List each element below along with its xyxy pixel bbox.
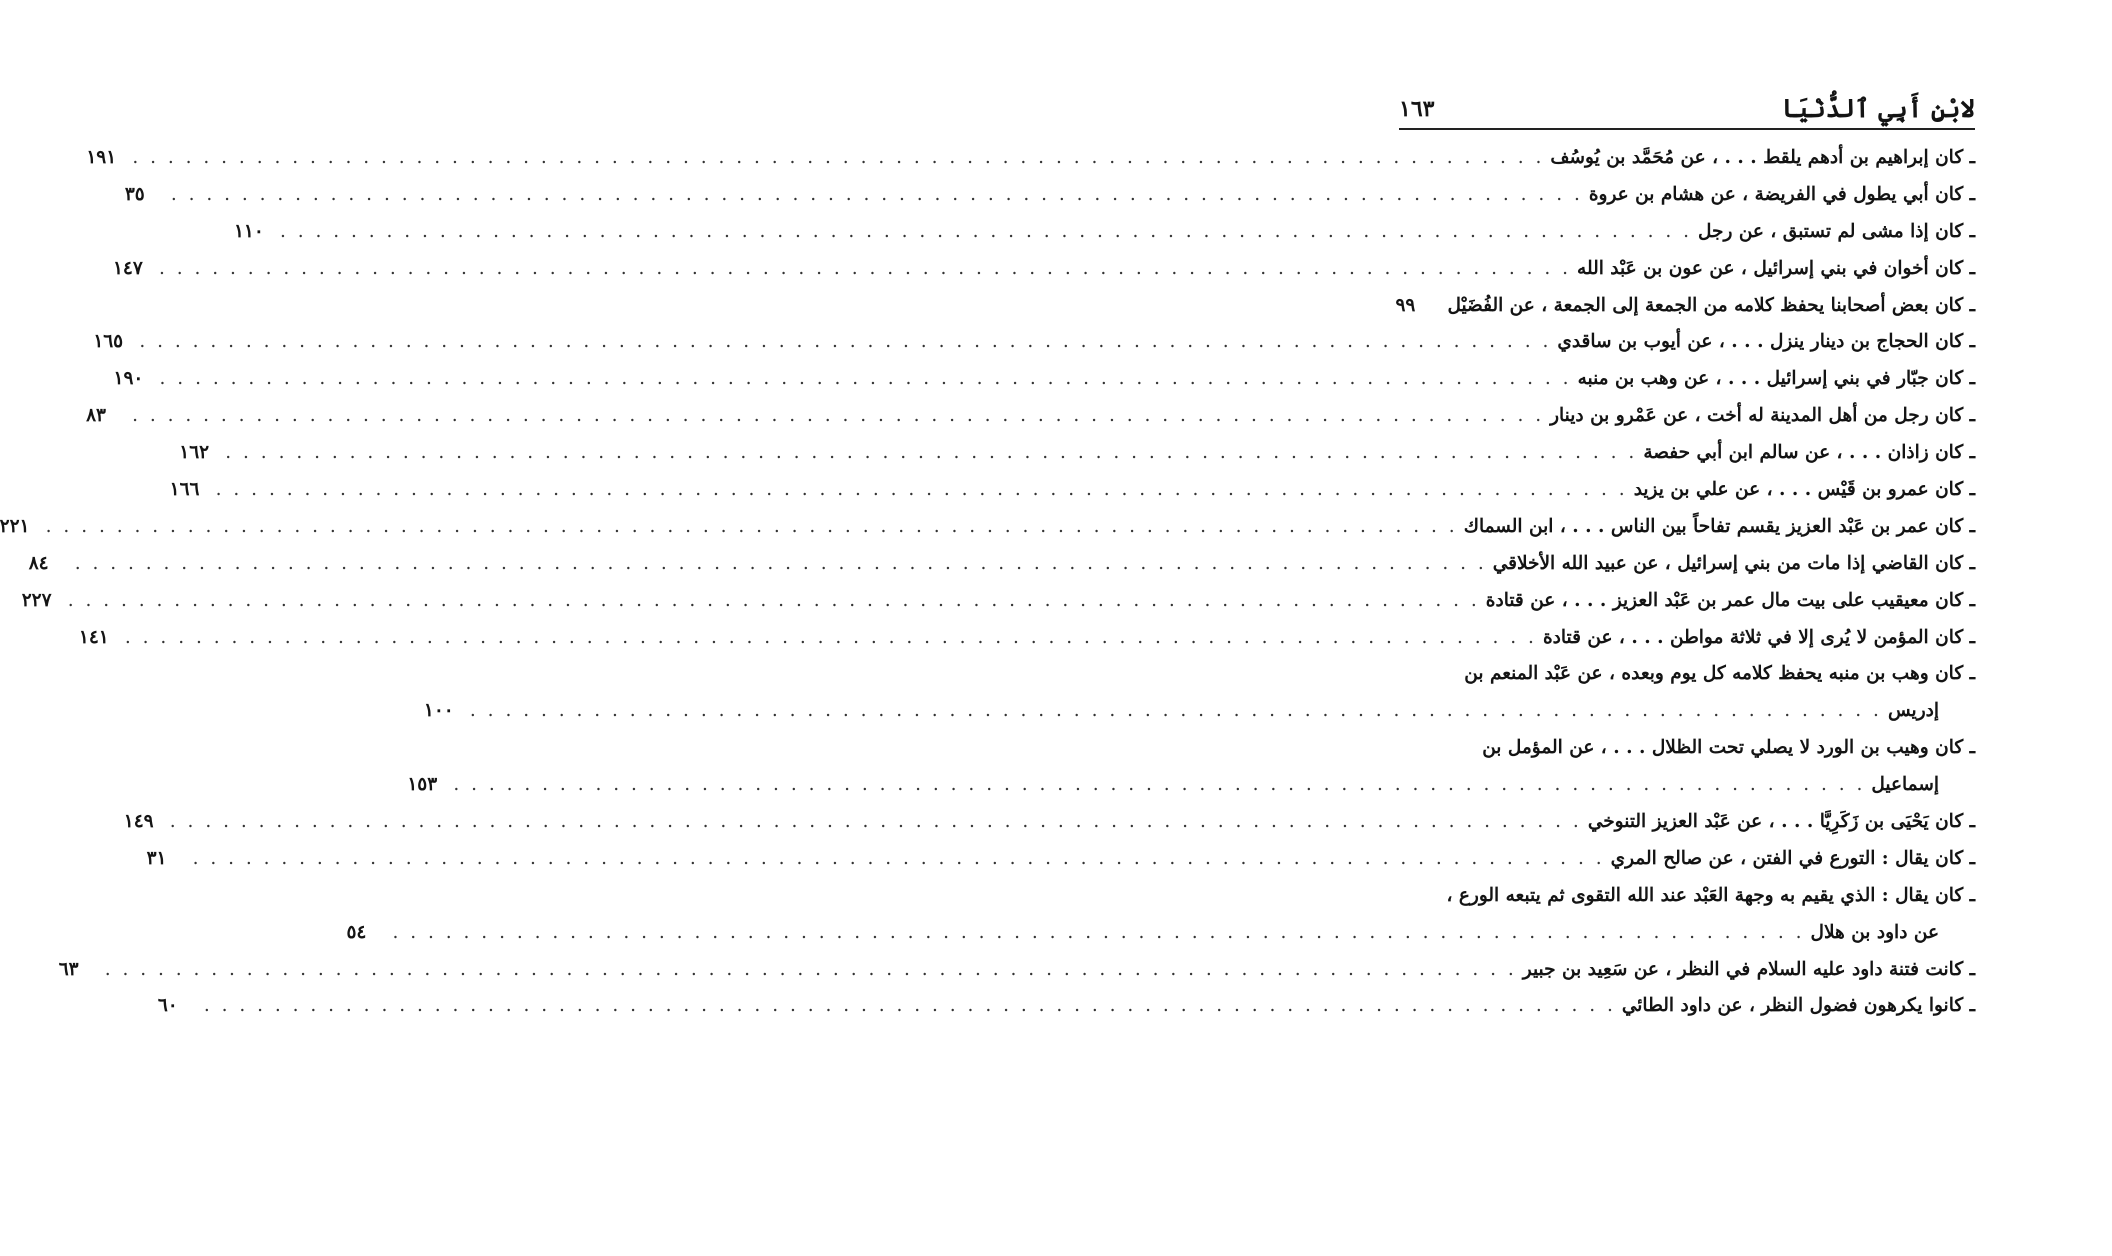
page-header (1399, 88, 1975, 124)
index-entry (113, 251, 1975, 288)
index-entry (78, 620, 1975, 657)
leader-dots: . . . . . . . . . . . . . . . . . . . . . . . . . . . . . . . . . . . . . . . . . . . . . . . . . . . . . . . . . . . . . . . . . . . . . . . . . . . . . . . . (45, 515, 1458, 537)
leader-dots: . . . . . . . . . . . . . . . . . . . . . . . . . . . . . . . . . . . . . . . . . . . . . . . . . . . . . . . . . . . . . . . . . . . . . . . . . . . . . . . . (132, 405, 1545, 427)
entry-page-number: ١٥٣ (407, 774, 438, 796)
entry-text: إسماعيل (1871, 774, 1939, 796)
entry-page-number: ١٦٢ (179, 442, 210, 464)
page-number: ١٦٣ (1399, 96, 1435, 122)
leader-dots: . . . . . . . . . . . . . . . . . . . . . . . . . . . . . . . . . . . . . . . . . . . . . . . . . . . . . . . . . . . . . . . . . . . . . . . . . . . . . . . . (469, 700, 1882, 722)
entry-text: ـ كان الحجاج بن دينار ينزل . . . ، عن أيوب بن ساقدي (1557, 331, 1975, 353)
entry-text: عن داود بن هلال (1810, 921, 1939, 943)
entry-text: ـ كان عمرو بن قَيْس . . . ، عن علي بن يزيد (1633, 479, 1975, 501)
index-entry (21, 583, 1975, 620)
entry-text: ـ كان أبي يطول في الفريضة ، عن هشام بن عروة (1588, 183, 1975, 205)
leader-dots: . . . . . . . . . . . . . . . . . . . . . . . . . . . . . . . . . . . . . . . . . . . . . . . . . . . . . . . . . . . . . . . . . . . . . . . . . . . . . . . . (74, 552, 1487, 574)
index-entry-continuation (346, 915, 1975, 952)
entry-text: ـ كان معيقيب على بيت مال عمر بن عَبْد العزيز . . . ، عن قتادة (1485, 589, 1975, 611)
entry-page-number: ٨٤ (28, 552, 49, 574)
leader-dots: . . . . . . . . . . . . . . . . . . . . . . . . . . . . . . . . . . . . . . . . . . . . . . . . . . . . . . . . . . . . . . . . . . . . . . . . . . . . . . . . (453, 774, 1866, 796)
index-entry (113, 361, 1975, 398)
index-entry (1401, 878, 1975, 915)
entry-page-number: ٨٣ (86, 405, 106, 427)
entry-page-number: ١٠٠ (423, 700, 454, 722)
entry-text: ـ كان يقال : التورع في الفتن ، عن صالح المري (1610, 847, 1975, 869)
index-entry (28, 546, 1975, 583)
index-entry (157, 988, 1975, 1025)
entry-text: ـ كانوا يكرهون فضول النظر ، عن داود الطائي (1621, 995, 1975, 1017)
entry-page-number: ١١٠ (233, 220, 264, 242)
entry-text: ـ كان يقال : الذي يقيم به وجهة العَبْد عند الله التقوى ثم يتبعه الورع ، (1446, 884, 1975, 906)
index-entry (1395, 288, 1975, 325)
entry-page-number: ١٤٧ (113, 257, 143, 279)
entry-text: ـ كان إبراهيم بن أدهم يلقط . . . ، عن مُحَمَّد بن يُوسُف (1550, 147, 1975, 168)
entry-text: ـ كان أخوان في بني إسرائيل ، عن عون بن عَبْد الله (1577, 257, 1975, 279)
index-entry (1401, 656, 1975, 693)
entry-text: ـ كان رجل من أهل المدينة له أخت ، عن عَمْرو بن دينار (1550, 405, 1975, 427)
index-entry (1401, 730, 1975, 767)
leader-dots: . . . . . . . . . . . . . . . . . . . . . . . . . . . . . . . . . . . . . . . . . . . . . . . . . . . . . . . . . . . . . . . . . . . . . . . . . . . . . . . . (392, 921, 1805, 943)
index-entry (233, 214, 1975, 251)
index-entry (58, 952, 1975, 989)
entry-page-number: ٦٣ (58, 958, 79, 980)
entry-text: ـ كان القاضي إذا مات من بني إسرائيل ، عن عبيد الله الأخلاقي (1492, 552, 1975, 574)
entry-page-number: ١٩١ (86, 147, 117, 168)
leader-dots: . . . . . . . . . . . . . . . . . . . . . . . . . . . . . . . . . . . . . . . . . . . . . . . . . . . . . . . . . . . . . . . . . . . . . . . . . . . . . . . . (192, 847, 1605, 869)
entry-text: ـ كان وهب بن منبه يحفظ كلامه كل يوم وبعده ، عن عَبْد المنعم بن (1464, 663, 1975, 685)
entry-text: ـ كان المؤمن لا يُرى إلا في ثلاثة مواطن . . . ، عن قتادة (1542, 626, 1975, 648)
entry-page-number: ٦٠ (157, 995, 178, 1017)
leader-dots: . . . . . . . . . . . . . . . . . . . . . . . . . . . . . . . . . . . . . . . . . . . . . . . . . . . . . . . . . . . . . . . . . . . . . . . . . . . . . . . . (132, 147, 1545, 168)
entry-page-number: ١٩٠ (113, 368, 144, 390)
entry-page-number: ٣٥ (124, 183, 145, 205)
entry-page-number: ١٤١ (78, 626, 109, 648)
index-entry (146, 841, 1975, 878)
entry-page-number: ١٦٥ (93, 331, 124, 353)
entry-page-number: ٩٩ (1395, 294, 1416, 316)
entry-text: ـ كان جبّار في بني إسرائيل . . . ، عن وهب بن منبه (1577, 368, 1975, 390)
index-entry (86, 398, 1975, 435)
index-entry (0, 509, 1975, 546)
leader-dots: . . . . . . . . . . . . . . . . . . . . . . . . . . . . . . . . . . . . . . . . . . . . . . . . . . . . . . . . . . . . . . . . . . . . . . . . . . . . . . . . (124, 626, 1537, 648)
entry-text: ـ كانت فتنة داود عليه السلام في النظر ، عن سَعِيد بن جبير (1522, 958, 1975, 980)
leader-dots: . . . . . . . . . . . . . . . . . . . . . . . . . . . . . . . . . . . . . . . . . . . . . . . . . . . . . . . . . . . . . . . . . . . . . . . . . . . . . . . . (169, 811, 1582, 833)
index-entry-continuation (423, 693, 1975, 730)
index-entry-continuation (407, 767, 1975, 804)
entry-page-number: ٢٢٧ (21, 589, 52, 611)
index-entry (179, 435, 1975, 472)
entry-text: ـ كان يَحْيَى بن زَكَرِيَّا . . . ، عن عَبْد العزيز التنوخي (1587, 811, 1975, 833)
running-title: لابْنِ أَبِي ٱلدُّنْيَا (1781, 94, 1975, 123)
leader-dots: . . . . . . . . . . . . . . . . . . . . . . . . . . . . . . . . . . . . . . . . . . . . . . . . . . . . . . . . . . . . . . . . . . . . . . . . . . . . . . . . (159, 257, 1572, 279)
leader-dots: . . . . . . . . . . . . . . . . . . . . . . . . . . . . . . . . . . . . . . . . . . . . . . . . . . . . . . . . . . . . . . . . . . . . . . . . . . . . . . . . (203, 995, 1616, 1017)
index-entry (124, 177, 1975, 214)
entry-page-number: ٣١ (146, 847, 167, 869)
index-entry (169, 472, 1975, 509)
leader-dots: . . . . . . . . . . . . . . . . . . . . . . . . . . . . . . . . . . . . . . . . . . . . . . . . . . . . . . . . . . . . . . . . . . . . . . . . . . . . . . . . (170, 183, 1583, 205)
entry-page-number: ٥٤ (346, 921, 367, 943)
index-entries (0, 140, 1975, 1025)
index-entry (86, 140, 1975, 177)
index-entry (93, 324, 1975, 361)
entry-page-number: ١٤٩ (123, 811, 154, 833)
leader-dots: . . . . . . . . . . . . . . . . . . . . . . . . . . . . . . . . . . . . . . . . . . . . . . . . . . . . . . . . . . . . . . . . . . . . . . . . . . . . . . . . (159, 368, 1572, 390)
leader-dots: . . . . . . . . . . . . . . . . . . . . . . . . . . . . . . . . . . . . . . . . . . . . . . . . . . . . . . . . . . . . . . . . . . . . . . . . . . . . . . . . (215, 479, 1628, 501)
entry-text: ـ كان بعض أصحابنا يحفظ كلامه من الجمعة إلى الجمعة ، عن الفُضَيْل (1447, 294, 1975, 316)
leader-dots: . . . . . . . . . . . . . . . . . . . . . . . . . . . . . . . . . . . . . . . . . . . . . . . . . . . . . . . . . . . . . . . . . . . . . . . . . . . . . . . . (139, 331, 1552, 353)
entry-page-number: ٢٢١ (0, 515, 30, 537)
entry-text: ـ كان زاذان . . . ، عن سالم ابن أبي حفصة (1643, 442, 1975, 464)
header-rule (1399, 128, 1975, 130)
entry-text: ـ كان إذا مشى لم تستبق ، عن رجل (1698, 220, 1975, 242)
entry-text: إدريس (1887, 700, 1939, 722)
index-entry (123, 804, 1975, 841)
leader-dots: . . . . . . . . . . . . . . . . . . . . . . . . . . . . . . . . . . . . . . . . . . . . . . . . . . . . . . . . . . . . . . . . . . . . . . . . . . . . . . . . (225, 442, 1638, 464)
leader-dots: . . . . . . . . . . . . . . . . . . . . . . . . . . . . . . . . . . . . . . . . . . . . . . . . . . . . . . . . . . . . . . . . . . . . . . . . . . . . . . . . (67, 589, 1480, 611)
entry-text: ـ كان عمر بن عَبْد العزيز يقسم تفاحاً بين الناس . . . ، ابن السماك (1463, 515, 1975, 537)
entry-page-number: ١٦٦ (169, 479, 200, 501)
leader-dots: . . . . . . . . . . . . . . . . . . . . . . . . . . . . . . . . . . . . . . . . . . . . . . . . . . . . . . . . . . . . . . . . . . . . . . . . . . . . . . . . (279, 220, 1692, 242)
leader-dots: . . . . . . . . . . . . . . . . . . . . . . . . . . . . . . . . . . . . . . . . . . . . . . . . . . . . . . . . . . . . . . . . . . . . . . . . . . . . . . . . (104, 958, 1517, 980)
entry-text: ـ كان وهيب بن الورد لا يصلي تحت الظلال . . . ، عن المؤمل بن (1482, 737, 1975, 759)
